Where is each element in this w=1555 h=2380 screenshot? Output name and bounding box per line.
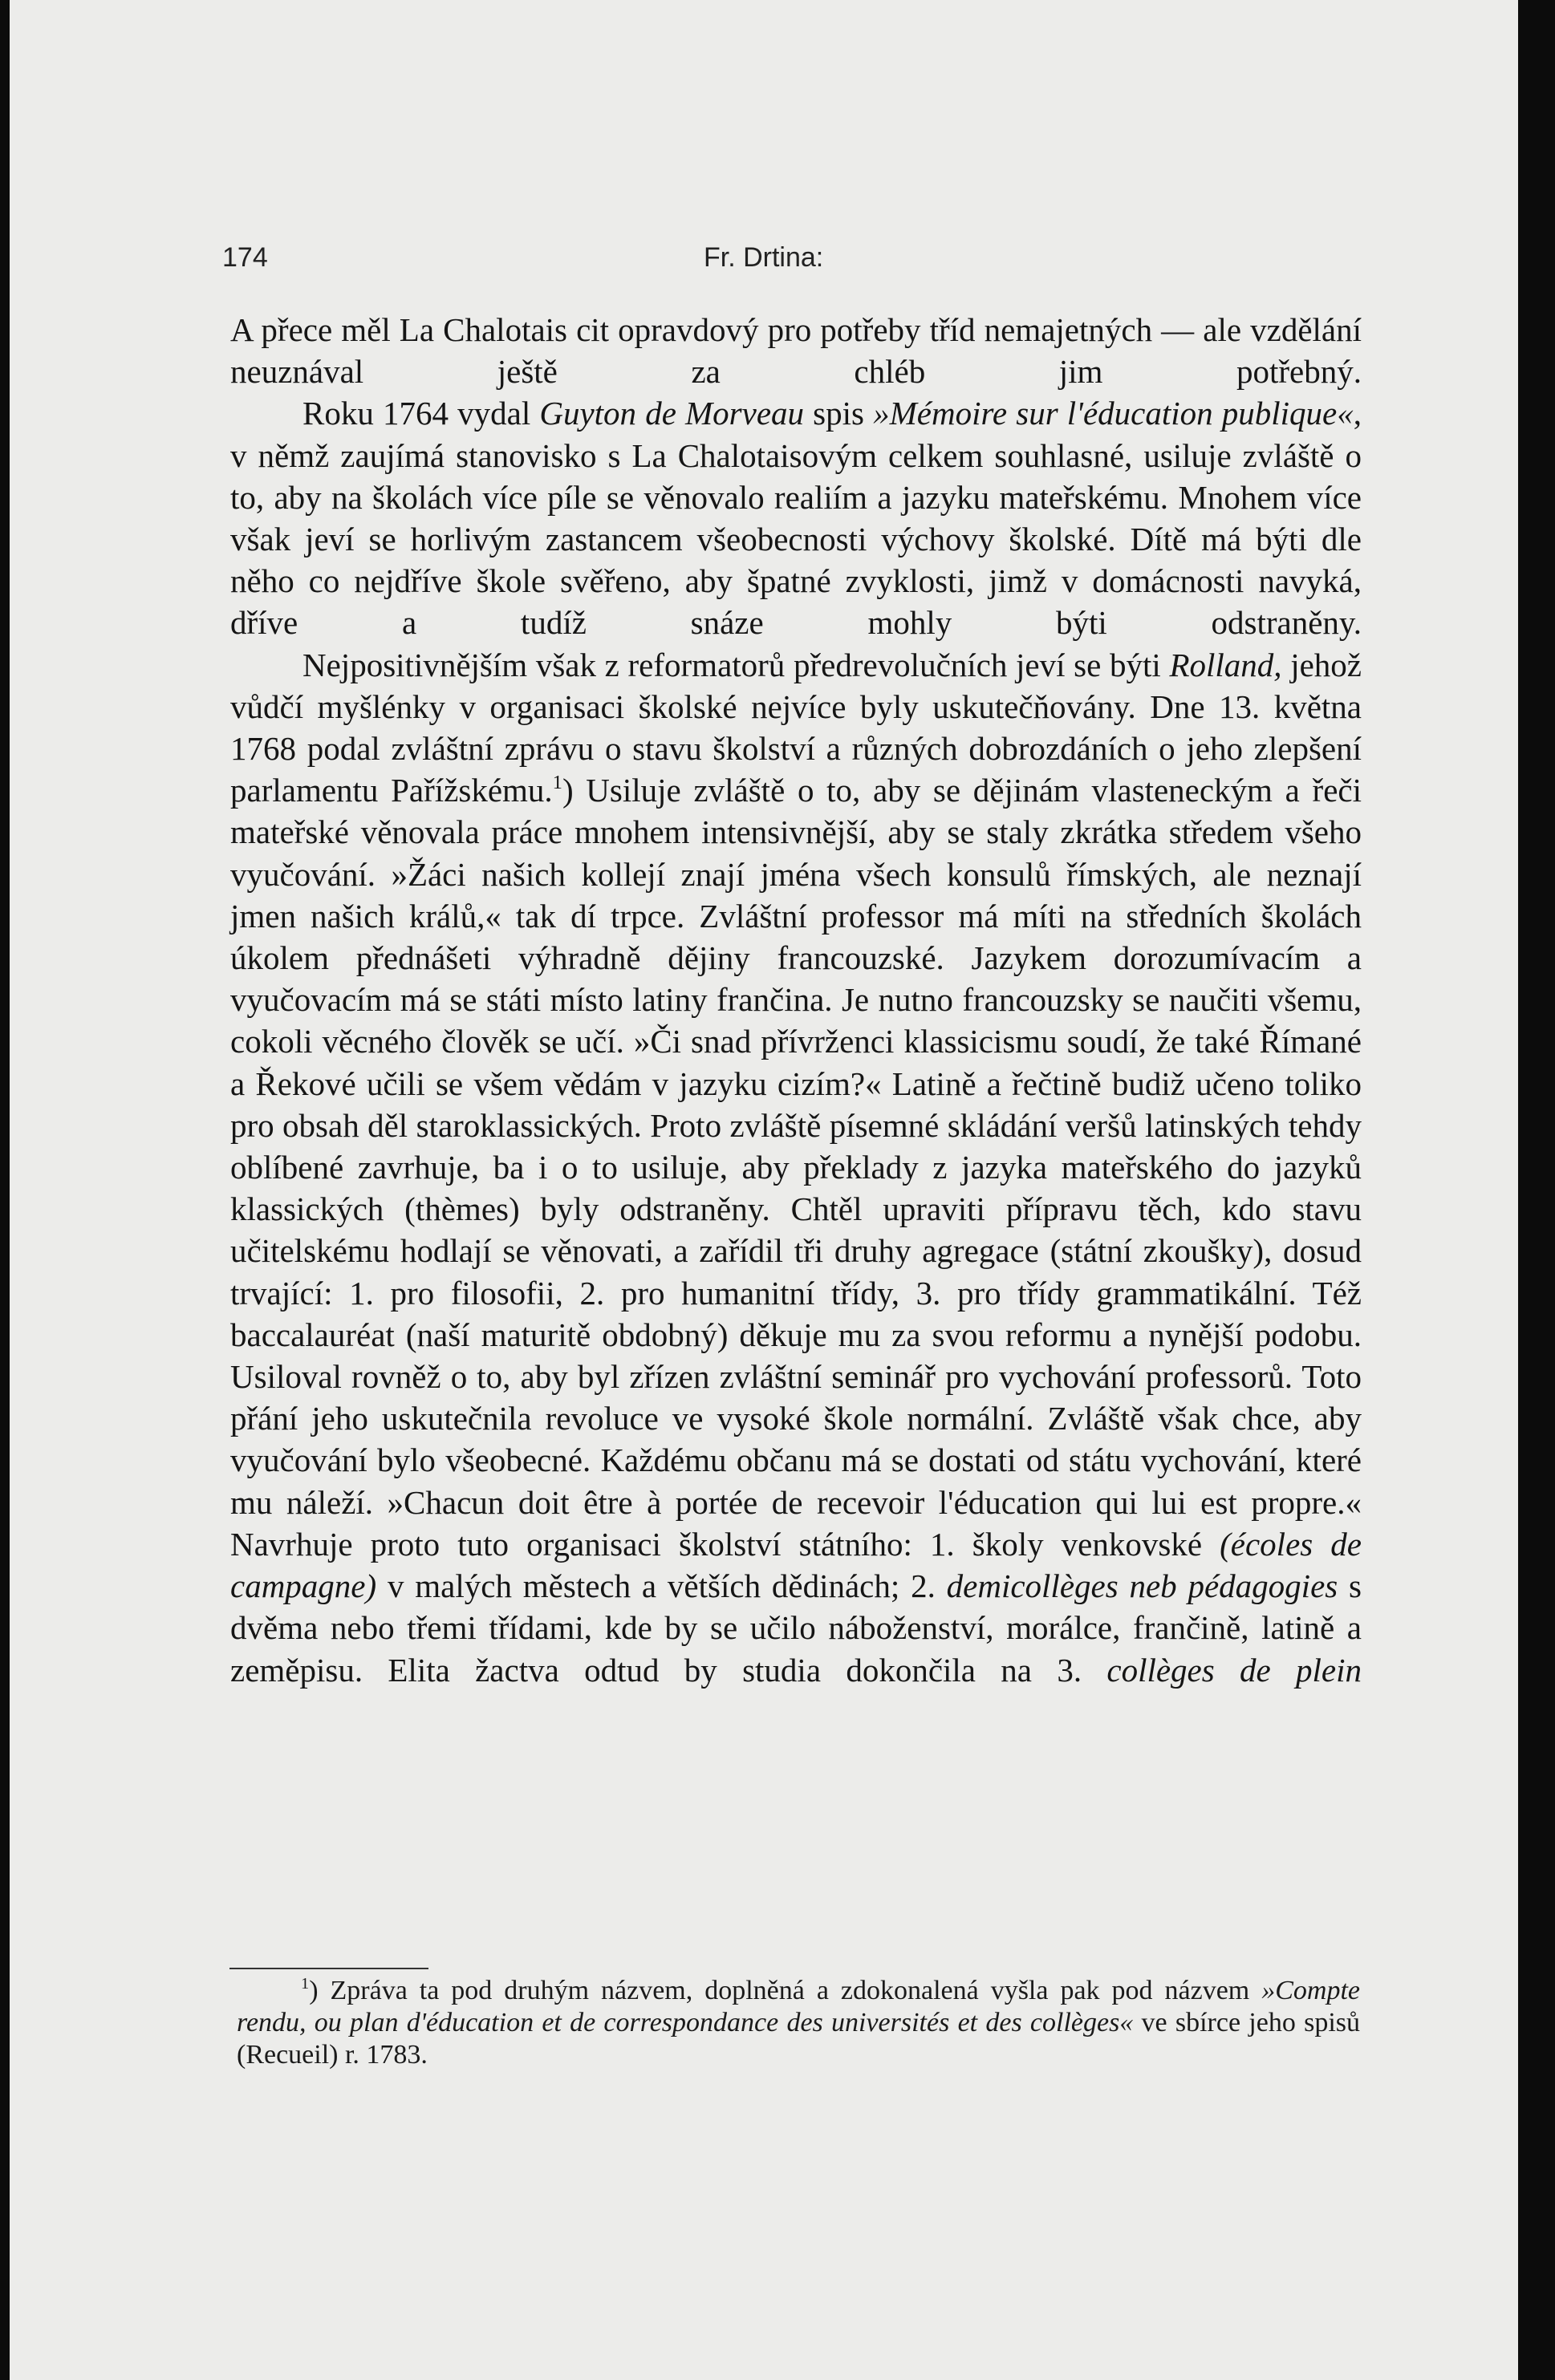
footnote-marker: 1 [301, 1974, 310, 1993]
page-number: 174 [222, 242, 268, 273]
paragraph-3-text-a: Nejpositivnějším však z reformatorů předrevolučních jeví se býti [302, 646, 1170, 683]
footnote-text [237, 1975, 1360, 2071]
footnote-divider [229, 1968, 428, 1969]
author-name-rolland: Rolland, [1169, 646, 1282, 683]
footnote [237, 1975, 1360, 2071]
running-title: Fr. Drtina: [704, 242, 824, 273]
author-name-guyton: Guyton de Morveau [539, 395, 805, 432]
paragraph-2-text-e: , v němž zaujímá stanovisko s La Chalotaisovým celkem souhlasné, usiluje zvláště o to, aby na školách více píle se věnovalo realiím a jazyku mateřskému. Mnohem více však jeví se horlivým zastancem všeobecnosti výchovy školské. Dítě má býti dle něho co nejdříve škole svěřeno, aby špatné zvyklosti, jimž v domácnosti navyká, dříve a tudíž snáze mohly býti odstraněny. [230, 395, 1362, 642]
term-colleges-de-plein: collèges de plein [1106, 1651, 1362, 1689]
body-text [230, 309, 1362, 1691]
paragraph-1-text: A přece měl La Chalotais cit opravdový pro potřeby tříd nemajetných — ale vzdělání neuznával ještě za chléb jim potřebný. [230, 311, 1362, 391]
paragraph-2 [230, 392, 1362, 643]
scan-edge [1518, 0, 1537, 2380]
paragraph-3-text-f: v malých městech a větších dědinách; 2. [376, 1567, 947, 1605]
term-demicolleges: demicollèges neb pédagogies [946, 1567, 1338, 1605]
paragraph-2-text-c: spis [804, 395, 874, 432]
page-header [222, 242, 1362, 290]
paragraph-3 [230, 644, 1362, 1691]
paragraph-1 [230, 309, 1362, 392]
book-page [10, 0, 1537, 2380]
term-ecoles-de-campagne: (écoles de campagne) [230, 1525, 1362, 1605]
paragraph-2-text-a: Roku 1764 vydal [302, 395, 540, 432]
work-title-memoire: »Mémoire sur l'éducation publique« [873, 395, 1354, 432]
footnote-text-c: ve sbírce jeho spisů (Recueil) r. 1783. [237, 2008, 1360, 2070]
paragraph-3-text-d: ) Usiluje zvláště o to, aby se dějinám vlasteneckým a řeči mateřské věnovala práce mnohem intensivnější, aby se staly zkrátka středem všeho vyučování. »Žáci našich kollejí znají jména všech konsulů římských, ale neznají jmen našich králů,« tak dí trpce. Zvláštní professor má míti na středních školách úkolem přednášeti výhradně dějiny francouzské. Jazykem dorozumívacím a vyučovacím má se státi místo latiny frančina. Je nutno francouzsky se naučiti všemu, cokoli věcného člověk se učí. »Či snad přívrženci klassicismu soudí, že také Římané a Řekové učili se všem vědám v jazyku cizím?« Latině a řečtině budiž učeno toliko pro obsah děl staroklassických. Proto zvláště písemné skládání veršů latinských tehdy oblíbené zavrhuje, ba i o to usiluje, aby překlady z jazyka mateřského do jazyků klassických (thèmes) byly odstraněny. Chtěl upraviti přípravu těch, kdo stavu učitelskému hodlají se věnovati, a zařídil tři druhy agregace (státní zkoušky), dosud trvající: 1. pro filosofii, 2. pro humanitní třídy, 3. pro třídy grammatikální. Též baccalauréat (naší maturitě obdobný) děkuje mu za svou reformu a nynější podobu. Usiloval rovněž o to, aby byl zřízen zvláštní seminář pro vychování professorů. Toto přání jeho uskutečnila revoluce ve vysoké škole normální. Zvláště však chce, aby vyučování bylo všeobecné. Každému občanu má se dostati od státu vychování, které mu náleží. »Chacun doit être à portée de recevoir l'éducation qui lui est propre.« Navrhuje proto tuto organisaci školství státního: 1. školy venkovské [230, 772, 1362, 1563]
footnote-reference: 1 [552, 772, 562, 794]
paragraph-3-text-c: jehož vůdčí myšlénky v organisaci školské nejvíce byly uskutečňovány. Dne 13. května 1768 podal zvláštní zprávu o stavu školství a různých dobrozdáních o jeho zlepšení parlamentu Pařížskému. [230, 646, 1362, 809]
footnote-work-title: »Compte rendu, ou plan d'éducation et de correspondance des universités et des collèges« [237, 1976, 1360, 2037]
footnote-text-a: ) Zpráva ta pod druhým názvem, doplněná a zdokonalená vyšla pak pod názvem [309, 1976, 1262, 2005]
paragraph-3-text-h: s dvěma nebo třemi třídami, kde by se učilo náboženství, morálce, frančině, latině a zeměpisu. Elita žactva odtud by studia dokončila na 3. [230, 1567, 1362, 1689]
